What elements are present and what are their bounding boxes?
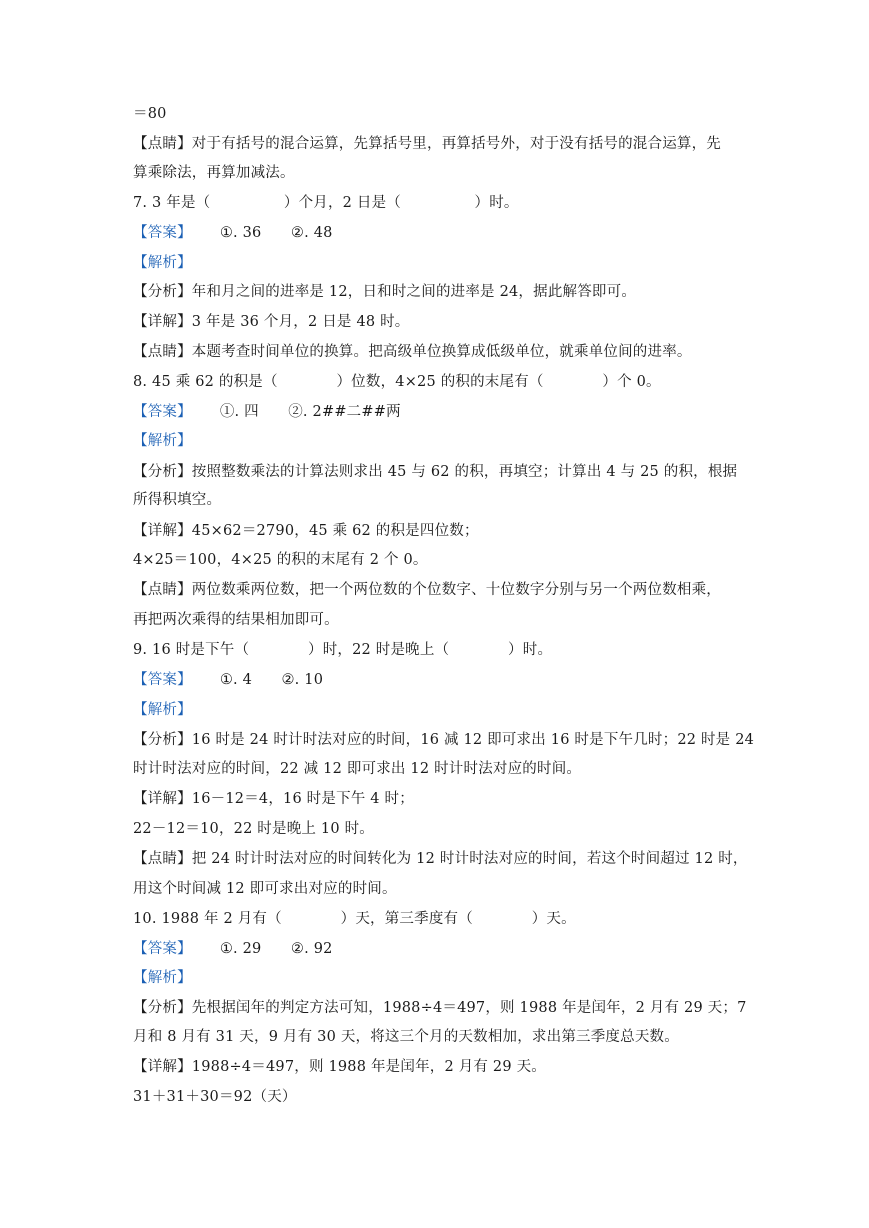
answer-text: ①. 36 ②. 48 bbox=[219, 225, 333, 241]
jiexi-tag-7: 【解析】 bbox=[133, 255, 192, 271]
jiexi-tag-10: 【解析】 bbox=[133, 970, 192, 986]
question-10: 10. 1988 年 2 月有（ ）天，第三季度有（ ）天。 bbox=[133, 911, 576, 927]
dianjing-9-line-2: 用这个时间减 12 即可求出对应的时间。 bbox=[133, 881, 397, 897]
question-9: 9. 16 时是下午（ ）时，22 时是晚上（ ）时。 bbox=[133, 642, 553, 658]
fenxi-10-line-1: 【分析】先根据闰年的判定方法可知，1988÷4＝497，则 1988 年是闰年，2 月有 29 天；7 bbox=[133, 1000, 747, 1016]
dianjing-8-line-2: 再把两次乘得的结果相加即可。 bbox=[133, 612, 339, 628]
dianjing-line: 【点睛】对于有括号的混合运算，先算括号里，再算括号外，对于没有括号的混合运算，先 bbox=[133, 136, 721, 152]
xiangjie-8-line-2: 4×25＝100，4×25 的积的末尾有 2 个 0。 bbox=[133, 552, 428, 568]
answer-tag: 【答案】 bbox=[133, 225, 192, 241]
jiexi-tag-9: 【解析】 bbox=[133, 702, 192, 718]
answer-text: ①. 4 ②. 10 bbox=[219, 672, 324, 688]
dianjing-9-line-1: 【点睛】把 24 时计时法对应的时间转化为 12 时计时法对应的时间，若这个时间超过 12 时， bbox=[133, 851, 748, 867]
answer-tag: 【答案】 bbox=[133, 941, 192, 957]
fenxi-8-line-2: 所得积填空。 bbox=[133, 492, 222, 508]
answer-row-10 bbox=[133, 939, 743, 959]
answer-text: ①. 29 ②. 92 bbox=[219, 941, 333, 957]
answer-tag: 【答案】 bbox=[133, 672, 192, 688]
dianjing-8-line-1: 【点睛】两位数乘两位数，把一个两位数的个位数字、十位数字分别与另一个两位数相乘， bbox=[133, 582, 721, 598]
dianjing-line-cont: 算乘除法，再算加减法。 bbox=[133, 165, 295, 181]
answer-text: ①. 四 ②. 2##二##两 bbox=[219, 404, 401, 420]
dianjing-7: 【点睛】本题考查时间单位的换算。把高级单位换算成低级单位，就乘单位间的进率。 bbox=[133, 344, 692, 360]
fenxi-8-line-1: 【分析】按照整数乘法的计算法则求出 45 与 62 的积，再填空；计算出 4 与 25 的积，根据 bbox=[133, 464, 738, 480]
xiangjie-8-line-1: 【详解】45×62＝2790，45 乘 62 的积是四位数； bbox=[133, 523, 479, 539]
answer-tag: 【答案】 bbox=[133, 404, 192, 420]
answer-row-9 bbox=[133, 670, 743, 690]
xiangjie-10-line-1: 【详解】1988÷4＝497，则 1988 年是闰年，2 月有 29 天。 bbox=[133, 1059, 546, 1075]
fenxi-9-line-2: 时计时法对应的时间，22 减 12 即可求出 12 时计时法对应的时间。 bbox=[133, 761, 582, 777]
jiexi-tag-8: 【解析】 bbox=[133, 433, 192, 449]
fenxi-7: 【分析】年和月之间的进率是 12，日和时之间的进率是 24，据此解答即可。 bbox=[133, 284, 637, 300]
question-8: 8. 45 乘 62 的积是（ ）位数，4×25 的积的末尾有（ ）个 0。 bbox=[133, 374, 661, 390]
xiangjie-7: 【详解】3 年是 36 个月，2 日是 48 时。 bbox=[133, 314, 410, 330]
answer-row-8 bbox=[133, 402, 743, 422]
question-7: 7. 3 年是（ ）个月，2 日是（ ）时。 bbox=[133, 195, 519, 211]
fenxi-10-line-2: 月和 8 月有 31 天，9 月有 30 天，将这三个月的天数相加，求出第三季度总天数。 bbox=[133, 1029, 679, 1045]
result-line: ＝80 bbox=[133, 106, 167, 122]
xiangjie-9-line-1: 【详解】16－12＝4，16 时是下午 4 时； bbox=[133, 791, 414, 807]
xiangjie-10-line-2: 31＋31＋30＝92（天） bbox=[133, 1089, 297, 1105]
fenxi-9-line-1: 【分析】16 时是 24 时计时法对应的时间，16 减 12 即可求出 16 时是下午几时；22 时是 24 bbox=[133, 732, 755, 748]
answer-row-7 bbox=[133, 223, 743, 243]
xiangjie-9-line-2: 22－12＝10，22 时是晚上 10 时。 bbox=[133, 821, 374, 837]
